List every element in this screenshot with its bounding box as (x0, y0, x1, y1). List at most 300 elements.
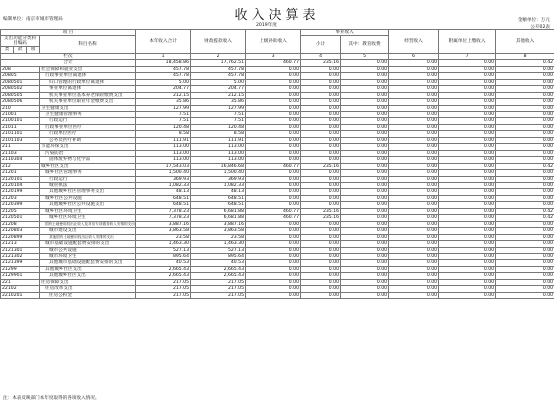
income-table (0, 29, 554, 299)
amount-cell: 217.05 (136, 279, 191, 285)
amount-cell: 0.00 (389, 266, 439, 272)
column-index: 5 (341, 53, 389, 59)
amount-cell: 0.00 (246, 279, 301, 285)
amount-cell: 5.00 (136, 79, 191, 85)
amount-cell: 0.00 (341, 260, 389, 266)
amount-cell: 0.00 (341, 215, 389, 221)
table-body (1, 66, 554, 298)
amount-cell: 0.00 (389, 234, 439, 240)
amount-cell: 48.13 (191, 189, 246, 195)
amount-cell: 0.00 (246, 182, 301, 188)
subject-name-cell: 城市环境卫生 (40, 253, 136, 259)
function-code-cell: 20805 (1, 73, 40, 79)
amount-cell: 0.00 (246, 176, 301, 182)
amount-cell: 0.00 (439, 253, 496, 259)
amount-cell: 0.00 (341, 266, 389, 272)
function-code-cell: 211 (1, 144, 40, 150)
amount-cell: 2,665.43 (191, 266, 246, 272)
amount-cell: 2,665.43 (136, 273, 191, 279)
column-index: 7 (439, 53, 496, 59)
subject-name-cell: 公务员医疗补助 (40, 137, 136, 143)
amount-cell: 0.00 (439, 150, 496, 156)
subject-name-cell: 机关事业单位职业年金缴费支出 (40, 99, 136, 105)
amount-cell: 0.00 (246, 189, 301, 195)
function-code-cell: 2120501 (1, 215, 40, 221)
total-cell: 0.00 (341, 60, 389, 66)
amount-cell: 0.00 (496, 99, 554, 105)
amount-cell: 120.48 (191, 124, 246, 130)
amount-cell: 0.00 (439, 215, 496, 221)
function-code-cell: 2120803 (1, 228, 40, 234)
amount-cell: 460.77 (246, 163, 301, 169)
amount-cell: 23.58 (191, 234, 246, 240)
subject-name-cell: 城乡社区管理事务 (40, 170, 136, 176)
table-header (1, 30, 554, 67)
amount-cell: 8.58 (191, 131, 246, 137)
subject-name-cell: 城乡社区环境卫生 (40, 208, 136, 214)
amount-cell: 0.00 (389, 73, 439, 79)
amount-cell: 7.51 (191, 118, 246, 124)
amount-cell: 0.00 (496, 266, 554, 272)
amount-cell: 120.48 (136, 124, 191, 130)
unit-label: 编制单位：南京市城市管理局 (3, 17, 63, 22)
amount-cell: 457.78 (191, 66, 246, 72)
amount-cell: 111.91 (191, 137, 246, 143)
amount-cell: 0.00 (496, 105, 554, 111)
amount-cell: 40.53 (191, 260, 246, 266)
header-xiang: 项 (27, 47, 40, 53)
amount-cell: 0.00 (439, 105, 496, 111)
subject-name-cell: 城市建设支出 (40, 228, 136, 234)
function-code-cell: 21205 (1, 208, 40, 214)
function-code-cell: 21103 (1, 150, 40, 156)
amount-cell: 0.00 (341, 176, 389, 182)
amount-cell: 7.51 (191, 111, 246, 117)
amount-cell: 0.00 (301, 86, 341, 92)
amount-cell: 113.00 (136, 157, 191, 163)
amount-cell: 648.51 (191, 195, 246, 201)
amount-cell: 0.00 (246, 131, 301, 137)
amount-cell: 0.00 (341, 144, 389, 150)
subject-name-cell: 固体废弃物与化学品 (40, 157, 136, 163)
amount-cell: 0.00 (389, 79, 439, 85)
amount-cell: 0.00 (341, 105, 389, 111)
amount-cell: 0.00 (341, 124, 389, 130)
amount-cell: 0.00 (246, 292, 301, 298)
amount-cell: 0.00 (389, 247, 439, 253)
function-code-cell: 2120101 (1, 176, 40, 182)
amount-cell: 3,863.58 (191, 228, 246, 234)
amount-cell: 0.00 (496, 144, 554, 150)
amount-cell: 0.00 (496, 92, 554, 98)
amount-cell: 0.00 (496, 137, 554, 143)
amount-cell: 0.00 (439, 124, 496, 130)
amount-cell: 0.00 (341, 73, 389, 79)
amount-cell: 1,500.40 (191, 170, 246, 176)
amount-cell: 0.00 (389, 241, 439, 247)
amount-cell: 0.00 (389, 105, 439, 111)
function-code-cell: 210 (1, 105, 40, 111)
amount-cell: 369.93 (136, 176, 191, 182)
amount-cell: 0.00 (439, 195, 496, 201)
amount-cell: 0.00 (439, 202, 496, 208)
amount-cell: 3,863.58 (136, 228, 191, 234)
amount-cell: 6,681.88 (191, 208, 246, 214)
year-label: 2019年度 (256, 23, 277, 28)
amount-cell: 0.00 (301, 202, 341, 208)
subject-name-cell: 行政事业单位离退休 (40, 73, 136, 79)
amount-cell: 0.00 (439, 66, 496, 72)
amount-cell: 0.00 (439, 118, 496, 124)
amount-cell: 0.00 (246, 221, 301, 227)
subject-name-cell: 行政运行 (40, 118, 136, 124)
amount-cell: 0.00 (439, 176, 496, 182)
amount-cell: 2,665.43 (191, 273, 246, 279)
header-lanci: 栏次 (1, 53, 136, 59)
amount-cell: 0.00 (246, 157, 301, 163)
amount-cell: 0.00 (301, 150, 341, 156)
amount-cell: 0.00 (341, 79, 389, 85)
subject-name-cell: 城乡社区支出 (40, 163, 136, 169)
amount-cell: 113.00 (191, 144, 246, 150)
amount-cell: 0.00 (496, 124, 554, 130)
amount-cell: 0.00 (496, 273, 554, 279)
amount-cell: 0.00 (301, 157, 341, 163)
subject-name-cell: 社会保障和就业支出 (40, 66, 136, 72)
amount-cell: 0.00 (341, 234, 389, 240)
amount-cell: 0.00 (389, 286, 439, 292)
amount-cell: 527.13 (136, 247, 191, 253)
amount-cell: 0.00 (389, 150, 439, 156)
amount-cell: 0.00 (496, 189, 554, 195)
amount-cell: 0.00 (301, 195, 341, 201)
amount-cell: 0.00 (341, 202, 389, 208)
amount-cell: 0.00 (439, 234, 496, 240)
amount-cell: 0.00 (389, 208, 439, 214)
amount-cell: 457.78 (191, 73, 246, 79)
function-code-cell: 21208 (1, 221, 40, 227)
amount-cell: 0.00 (496, 157, 554, 163)
amount-cell: 0.00 (496, 176, 554, 182)
amount-cell: 0.00 (246, 118, 301, 124)
amount-cell: 0.00 (246, 286, 301, 292)
amount-cell: 0.00 (246, 247, 301, 253)
amount-cell: 0.00 (439, 163, 496, 169)
amount-cell: 3,887.16 (191, 221, 246, 227)
amount-cell: 0.00 (439, 170, 496, 176)
function-code-cell: 2080506 (1, 99, 40, 105)
header-function-code: 支出功能分类科目编码 (1, 36, 40, 47)
subject-name-cell: 其他城乡社区支出 (40, 266, 136, 272)
amount-cell: 0.00 (341, 228, 389, 234)
column-index: 1 (136, 53, 191, 59)
amount-cell: 0.00 (246, 202, 301, 208)
header-operating-income: 经营收入 (389, 30, 439, 54)
amount-cell: 0.00 (301, 111, 341, 117)
amount-cell: 0.00 (496, 118, 554, 124)
function-code-cell: 2080501 (1, 79, 40, 85)
amount-cell: 0.00 (389, 92, 439, 98)
amount-cell: 0.00 (496, 234, 554, 240)
amount-cell: 0.00 (389, 131, 439, 137)
function-code-cell: 2121301 (1, 247, 40, 253)
subject-name-cell: 住房保障支出 (40, 279, 136, 285)
amount-cell: 0.00 (496, 247, 554, 253)
amount-cell: 8.58 (136, 131, 191, 137)
subject-name-cell: 其他城乡社区公共设施支出 (40, 202, 136, 208)
amount-cell: 0.00 (246, 266, 301, 272)
amount-cell: 0.42 (496, 208, 554, 214)
amount-cell: 0.00 (341, 111, 389, 117)
amount-cell: 0.00 (389, 137, 439, 143)
column-index: 3 (246, 53, 301, 59)
amount-cell: 0.00 (246, 228, 301, 234)
amount-cell: 0.00 (496, 195, 554, 201)
subject-name-cell: 事业单位离退休 (40, 86, 136, 92)
function-code-cell: 208 (1, 66, 40, 72)
amount-cell: 0.00 (301, 247, 341, 253)
function-code-cell: 2129901 (1, 273, 40, 279)
amount-cell: 0.00 (246, 253, 301, 259)
subject-name-cell: 国有土地使用权出让收入及对应专项债务收入安排的支出 (40, 221, 136, 227)
amount-cell: 0.00 (246, 234, 301, 240)
amount-cell: 217.05 (191, 286, 246, 292)
amount-cell: 111.91 (136, 137, 191, 143)
amount-cell: 0.00 (389, 182, 439, 188)
function-code-cell: 221 (1, 279, 40, 285)
amount-cell: 0.00 (301, 131, 341, 137)
amount-cell: 0.00 (496, 131, 554, 137)
amount-cell: 0.00 (341, 292, 389, 298)
column-index: 8 (496, 53, 554, 59)
header-subject-name: 科目名称 (40, 36, 136, 53)
amount-unit-label: 金额单位：万元 (517, 18, 550, 23)
function-code-cell: 2101101 (1, 131, 40, 137)
amount-cell: 127.99 (136, 105, 191, 111)
amount-cell: 0.00 (496, 253, 554, 259)
amount-cell: 0.00 (389, 66, 439, 72)
amount-cell: 0.00 (439, 279, 496, 285)
function-code-cell: 2120899 (1, 234, 40, 240)
amount-cell: 217.05 (191, 279, 246, 285)
subject-name-cell: 城市公共设施 (40, 247, 136, 253)
amount-cell: 0.00 (439, 228, 496, 234)
amount-cell: 0.00 (301, 92, 341, 98)
function-code-cell: 2121399 (1, 260, 40, 266)
subject-name-cell: 行政运行 (40, 176, 136, 182)
footer-note: 注：本表反映部门本年度取得的各项收入情况。 (3, 396, 100, 401)
amount-cell: 0.00 (301, 105, 341, 111)
subject-name-cell: 归口管理的行政单位离退休 (40, 79, 136, 85)
amount-cell: 0.00 (496, 86, 554, 92)
amount-cell: 457.78 (136, 73, 191, 79)
amount-cell: 0.00 (341, 253, 389, 259)
function-code-cell: 2120399 (1, 202, 40, 208)
amount-cell: 0.00 (389, 292, 439, 298)
subject-name-cell: 城市基础设施配套费安排的支出 (40, 241, 136, 247)
amount-cell: 0.00 (246, 66, 301, 72)
amount-cell: 0.00 (341, 92, 389, 98)
amount-cell: 0.00 (496, 241, 554, 247)
amount-cell: 0.00 (341, 286, 389, 292)
amount-cell: 0.00 (439, 247, 496, 253)
amount-cell: 460.77 (246, 215, 301, 221)
subject-name-cell: 其他国有土地使用权出让收入安排的支出 (40, 234, 136, 240)
total-cell: 460.77 (246, 60, 301, 66)
amount-cell: 0.00 (439, 208, 496, 214)
amount-cell: 6,681.88 (191, 215, 246, 221)
amount-cell: 1,463.30 (136, 241, 191, 247)
amount-cell: 204.77 (136, 86, 191, 92)
amount-cell: 0.00 (389, 221, 439, 227)
header-lei: 类 (1, 47, 14, 53)
amount-cell: 0.00 (341, 189, 389, 195)
amount-cell: 0.00 (341, 118, 389, 124)
amount-cell: 7,378.23 (136, 215, 191, 221)
amount-cell: 0.00 (439, 182, 496, 188)
amount-cell: 0.00 (246, 137, 301, 143)
amount-cell: 457.78 (136, 66, 191, 72)
function-code-cell: 2210201 (1, 292, 40, 298)
amount-cell: 0.00 (341, 195, 389, 201)
amount-cell: 0.00 (389, 279, 439, 285)
amount-cell: 0.00 (389, 163, 439, 169)
amount-cell: 0.00 (496, 228, 554, 234)
amount-cell: 0.00 (341, 273, 389, 279)
amount-cell: 217.05 (191, 292, 246, 298)
amount-cell: 0.00 (389, 189, 439, 195)
header-fiscal-income: 财政拨款收入 (191, 30, 246, 54)
amount-cell: 48.13 (136, 189, 191, 195)
subject-name-cell: 卫生健康管理事务 (40, 111, 136, 117)
amount-cell: 0.00 (246, 73, 301, 79)
amount-cell: 648.51 (191, 202, 246, 208)
amount-cell: 0.00 (341, 182, 389, 188)
amount-cell: 40.53 (136, 260, 191, 266)
amount-cell: 0.00 (301, 170, 341, 176)
amount-cell: 0.00 (389, 144, 439, 150)
function-code-cell: 2120199 (1, 189, 40, 195)
amount-cell: 1,500.40 (136, 170, 191, 176)
amount-cell: 1,463.30 (191, 241, 246, 247)
amount-cell: 0.00 (439, 266, 496, 272)
amount-cell: 0.00 (389, 202, 439, 208)
amount-cell: 1,082.33 (191, 182, 246, 188)
function-code-cell: 21299 (1, 266, 40, 272)
amount-cell: 0.00 (301, 189, 341, 195)
amount-cell: 0.00 (246, 273, 301, 279)
header-superior-subsidy: 上级补助收入 (246, 30, 301, 54)
amount-cell: 0.00 (301, 182, 341, 188)
amount-cell: 0.00 (246, 92, 301, 98)
amount-cell: 0.00 (439, 131, 496, 137)
header-education-fees: 其中：教育收费 (341, 36, 389, 53)
amount-cell: 235.16 (301, 215, 341, 221)
amount-cell: 0.00 (301, 144, 341, 150)
amount-cell: 17,543.03 (136, 163, 191, 169)
function-code-cell: 2110304 (1, 157, 40, 163)
function-code-cell: 2080502 (1, 86, 40, 92)
report-title: 收入决算表 (234, 8, 320, 23)
amount-cell: 0.00 (389, 111, 439, 117)
header-subtotal: 小计 (301, 36, 341, 53)
subject-name-cell: 机关事业单位基本养老保险缴费支出 (40, 92, 136, 98)
amount-cell: 0.00 (439, 99, 496, 105)
amount-cell: 3,887.16 (136, 221, 191, 227)
header-subsidiary-income: 附属单位上缴收入 (439, 30, 496, 54)
amount-cell: 0.00 (389, 176, 439, 182)
function-code-cell: 2080505 (1, 92, 40, 98)
amount-cell: 212.15 (136, 92, 191, 98)
amount-cell: 0.00 (341, 99, 389, 105)
column-index: 2 (191, 53, 246, 59)
total-cell: 0.42 (496, 60, 554, 66)
amount-cell: 0.00 (301, 137, 341, 143)
subject-name-cell: 卫生健康支出 (40, 105, 136, 111)
subject-name-cell: 城管执法 (40, 182, 136, 188)
amount-cell: 648.51 (136, 195, 191, 201)
amount-cell: 0.00 (389, 215, 439, 221)
subject-name-cell: 行政事业单位医疗 (40, 124, 136, 130)
amount-cell: 0.00 (301, 286, 341, 292)
amount-cell: 0.00 (389, 86, 439, 92)
amount-cell: 113.00 (136, 144, 191, 150)
amount-cell: 0.00 (246, 241, 301, 247)
amount-cell: 2,665.43 (136, 266, 191, 272)
amount-cell: 0.00 (246, 144, 301, 150)
header-business-income-group: 事业收入 (301, 30, 389, 36)
subject-name-cell: 其他城乡社区管理事务支出 (40, 189, 136, 195)
amount-cell: 0.00 (341, 163, 389, 169)
amount-cell: 0.00 (301, 241, 341, 247)
table-row (1, 292, 554, 298)
subject-name-cell: 城乡社区环境卫生 (40, 215, 136, 221)
amount-cell: 0.00 (301, 99, 341, 105)
amount-cell: 0.00 (341, 131, 389, 137)
amount-cell: 895.64 (136, 253, 191, 259)
amount-cell: 0.00 (341, 157, 389, 163)
amount-cell: 0.00 (246, 260, 301, 266)
amount-cell: 527.13 (191, 247, 246, 253)
amount-cell: 0.00 (341, 137, 389, 143)
amount-cell: 35.86 (191, 99, 246, 105)
amount-cell: 0.00 (246, 105, 301, 111)
total-cell: 0.00 (439, 60, 496, 66)
function-code-cell: 22102 (1, 286, 40, 292)
amount-cell: 0.00 (496, 286, 554, 292)
total-cell: 18,458.86 (136, 60, 191, 66)
amount-cell: 0.00 (301, 273, 341, 279)
amount-cell: 0.00 (301, 292, 341, 298)
amount-cell: 0.00 (439, 221, 496, 227)
function-code-cell: 21011 (1, 124, 40, 130)
amount-cell: 0.00 (389, 124, 439, 130)
amount-cell: 0.00 (439, 144, 496, 150)
amount-cell: 7.51 (136, 111, 191, 117)
amount-cell: 0.00 (496, 202, 554, 208)
function-code-cell: 2121302 (1, 253, 40, 259)
amount-cell: 0.00 (301, 221, 341, 227)
amount-cell: 127.99 (191, 105, 246, 111)
amount-cell: 5.00 (191, 79, 246, 85)
function-code-cell: 2100101 (1, 118, 40, 124)
function-code-cell: 21203 (1, 195, 40, 201)
amount-cell: 0.00 (389, 170, 439, 176)
amount-cell: 0.00 (246, 79, 301, 85)
table-number-label: 公开02表 (530, 25, 550, 30)
amount-cell: 0.00 (439, 260, 496, 266)
function-code-cell: 21201 (1, 170, 40, 176)
